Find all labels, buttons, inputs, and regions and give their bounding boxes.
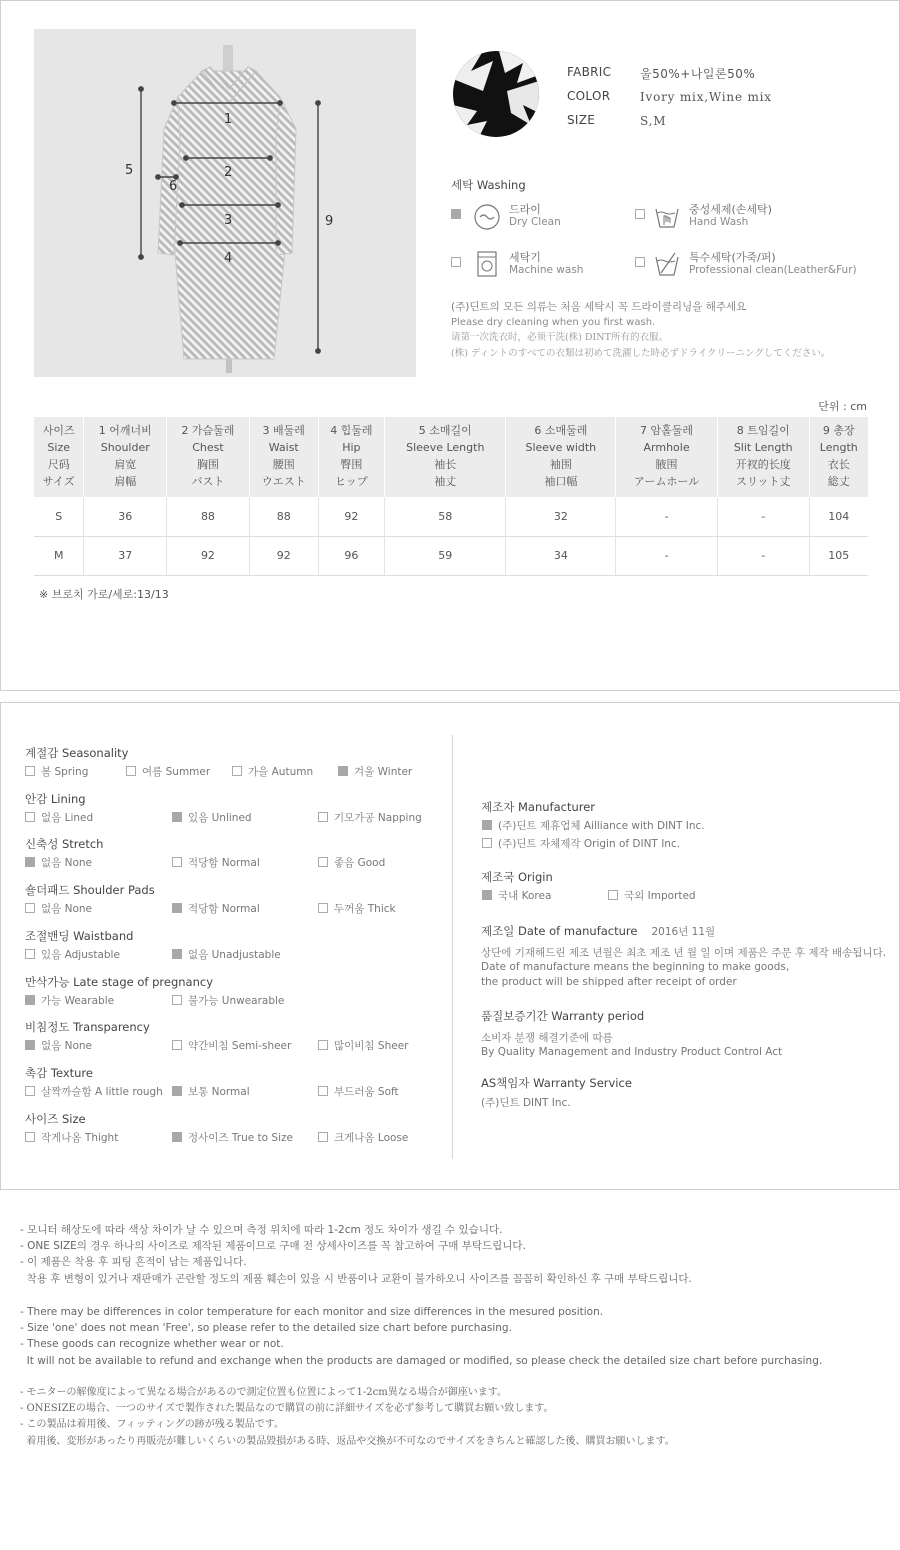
- unchecked-checkbox: [25, 766, 35, 776]
- unchecked-checkbox: [25, 1086, 35, 1096]
- warranty-title: 품질보증기간 Warranty period: [481, 1009, 645, 1023]
- header-line: 1 어깨너비: [98, 424, 152, 437]
- wash-dry-checkbox: [451, 209, 461, 219]
- wash-hand-ko: 중성세제(손세탁): [689, 203, 772, 216]
- wash-option-dry: [451, 201, 621, 233]
- size-table-header: [318, 417, 384, 497]
- size-table-header: [385, 417, 506, 497]
- spec-option: [126, 764, 210, 779]
- table-cell: 59: [385, 536, 506, 575]
- info-option-label: 국내 Korea: [498, 890, 552, 902]
- table-cell: -: [717, 536, 809, 575]
- manufacture-date-value: 2016년 11월: [651, 926, 716, 938]
- spec-option: [25, 901, 92, 916]
- table-cell: M: [34, 536, 84, 575]
- notes-ja: - モニターの解像度によって異なる場合があるので測定位置も位置によって1-2cm異なる場合が御座います。 - ONESIZEの場合、一つのサイズで製作された製品なので購買の前に詳細サイズを必ず参考して購買お願い致します。 - この製品は着用後、フィッティングの跡が残る製品です。 着用後、変形があったり再販売が難しいくらいの製品毀損がある時、返品や交換が不可なのでサイズをきちんと確認した後、購買お願いします。: [20, 1387, 675, 1447]
- header-line: 総丈: [827, 475, 850, 488]
- wash-option-hand: [635, 201, 875, 233]
- manufacturer-title: 제조자 Manufacturer: [481, 800, 596, 814]
- spec-group-title: 조절밴딩 Waistband: [25, 928, 134, 943]
- unchecked-checkbox: [172, 857, 182, 867]
- spec-option-label: 없음 None: [41, 903, 93, 916]
- checked-checkbox: [172, 812, 182, 822]
- size-info-panel: [0, 0, 900, 691]
- brooch-note: ※ 브로치 가로/세로:13/13: [39, 588, 169, 601]
- header-line: Chest: [192, 441, 224, 454]
- info-option: [608, 888, 696, 903]
- header-line: 袖口幅: [544, 475, 578, 488]
- spec-option-label: 겨울 Winter: [354, 766, 413, 778]
- spec-option: [25, 855, 92, 870]
- table-cell: 92: [167, 536, 250, 575]
- table-cell: 92: [318, 497, 384, 536]
- notice-zh: 请第一次洗衣时，必须干洗(株) DINT所有的衣服。: [451, 332, 668, 343]
- header-line: Slit Length: [733, 441, 793, 454]
- checked-checkbox: [25, 1040, 35, 1050]
- header-line: サイズ: [42, 475, 75, 488]
- spec-option: [172, 1084, 250, 1099]
- table-cell: -: [616, 536, 718, 575]
- wash-hand-en: Hand Wash: [689, 216, 749, 228]
- header-line: 8 트임길이: [736, 424, 790, 437]
- spec-option-label: 없음 None: [41, 857, 93, 870]
- garment-illustration: [34, 29, 416, 377]
- spec-option-label: 여름 Summer: [142, 766, 211, 778]
- color-label: COLOR: [567, 89, 611, 103]
- spec-group-title: 안감 Lining: [25, 791, 86, 806]
- fabric-label: FABRIC: [567, 65, 612, 79]
- unchecked-checkbox: [172, 995, 182, 1005]
- header-line: バスト: [191, 475, 225, 488]
- spec-option-label: 없음 None: [41, 1040, 93, 1053]
- size-table-header: [34, 417, 84, 497]
- checked-checkbox: [482, 820, 492, 830]
- spec-group-title: 촉감 Texture: [25, 1065, 93, 1080]
- spec-option-label: 있음 Adjustable: [41, 948, 120, 961]
- table-cell: -: [616, 497, 718, 536]
- marker-9: 9: [325, 214, 334, 229]
- wash-professional-checkbox: [635, 257, 645, 267]
- header-line: 腰围: [272, 458, 295, 471]
- size-table-header: [84, 417, 167, 497]
- header-line: 4 힙둘레: [330, 424, 373, 437]
- wash-hand-checkbox: [635, 209, 645, 219]
- marker-3: 3: [224, 213, 233, 228]
- notes-ko: - 모니터 해상도에 따라 색상 차이가 날 수 있으며 측정 위치에 따라 1-2cm 정도 차이가 생길 수 있습니다. - ONE SIZE의 경우 하나의 사이즈로 제작된 제품이므로 구매 전 상세사이즈를 꼭 참고하여 구매 부탁드립니다. - 이 제품은 착용 후 피팅 흔적이 남는 제품입니다. 착용 후 변형이 있거나 재판매가 곤란할 정도의 제품 훼손이 있을 시 반품이나 교환이 불가하오니 사이즈를 꼼꼼히 확인하신 후 구매 부탁드립니다.: [20, 1224, 692, 1285]
- spec-option: [172, 1130, 293, 1145]
- spec-option: [318, 855, 385, 870]
- spec-option: [338, 764, 412, 779]
- notice-en: Please dry cleaning when you first wash.: [451, 317, 656, 328]
- unchecked-checkbox: [318, 857, 328, 867]
- table-cell: 34: [506, 536, 616, 575]
- table-cell: 96: [318, 536, 384, 575]
- marker-5: 5: [125, 163, 134, 178]
- header-line: ヒップ: [335, 475, 368, 488]
- table-cell: 36: [84, 497, 167, 536]
- unchecked-checkbox: [25, 1132, 35, 1142]
- spec-option-label: 부드러움 Soft: [334, 1085, 399, 1098]
- checked-checkbox: [25, 857, 35, 867]
- info-option: [482, 836, 680, 851]
- wash-professional-ko: 특수세탁(가죽/퍼): [689, 251, 776, 264]
- header-line: 6 소매둘레: [534, 424, 588, 437]
- spec-option-label: 보통 Normal: [188, 1085, 250, 1098]
- wash-machine-checkbox: [451, 257, 461, 267]
- header-line: 袖长: [434, 458, 457, 471]
- spec-option: [172, 901, 260, 916]
- unchecked-checkbox: [126, 766, 136, 776]
- unchecked-checkbox: [25, 903, 35, 913]
- wash-professional-en: Professional clean(Leather&Fur): [689, 264, 857, 276]
- table-cell: 105: [809, 536, 868, 575]
- unchecked-checkbox: [318, 812, 328, 822]
- spec-option: [25, 810, 93, 825]
- spec-option: [318, 1130, 408, 1145]
- header-line: 袖围: [549, 458, 572, 471]
- service-value: (주)딘트 DINT Inc.: [481, 1097, 571, 1109]
- wash-machine-ko: 세탁기: [509, 251, 541, 264]
- spec-group-title: 숄더패드 Shoulder Pads: [25, 883, 155, 898]
- table-cell: 37: [84, 536, 167, 575]
- checked-checkbox: [172, 903, 182, 913]
- size-table-header: [717, 417, 809, 497]
- manufacture-date-line: 상단에 기재해드린 제조 년월은 최초 제조 년 월 일 이며 제품은 주문 후 제작 배송됩니다.: [481, 947, 887, 959]
- header-line: Hip: [342, 441, 361, 454]
- spec-option-label: 가능 Wearable: [41, 994, 115, 1007]
- notice-ko: (주)딘트의 모든 의류는 처음 세탁시 꼭 드라이클리닝을 해주세요: [451, 301, 747, 313]
- spec-option-label: 크게나옴 Loose: [334, 1131, 409, 1144]
- header-line: アームホール: [633, 475, 700, 488]
- wash-option-professional: [635, 249, 885, 281]
- checked-checkbox: [482, 890, 492, 900]
- header-line: Length: [819, 441, 858, 454]
- table-cell: 92: [249, 536, 318, 575]
- header-line: 尺码: [47, 458, 70, 471]
- table-cell: -: [717, 497, 809, 536]
- spec-option-label: 적당함 Normal: [188, 903, 260, 916]
- machine-wash-icon: [475, 250, 499, 278]
- header-line: Size: [47, 441, 71, 454]
- table-row: [34, 497, 868, 536]
- header-line: 开衩的长度: [735, 458, 791, 471]
- spec-option-label: 좋음 Good: [334, 857, 386, 870]
- marker-2: 2: [224, 165, 233, 180]
- size-table: [34, 417, 868, 576]
- checked-checkbox: [172, 1086, 182, 1096]
- size-label: SIZE: [567, 113, 596, 127]
- header-line: 袖丈: [434, 475, 457, 488]
- checked-checkbox: [338, 766, 348, 776]
- header-line: Sleeve Length: [406, 441, 485, 454]
- unchecked-checkbox: [318, 1132, 328, 1142]
- spec-option: [25, 1084, 163, 1099]
- table-cell: 88: [167, 497, 250, 536]
- unchecked-checkbox: [608, 890, 618, 900]
- spec-option: [25, 764, 88, 779]
- spec-option-label: 가을 Autumn: [248, 766, 314, 778]
- checked-checkbox: [172, 949, 182, 959]
- spec-option: [172, 947, 281, 962]
- info-option-label: 국외 Imported: [624, 890, 696, 902]
- spec-option: [172, 810, 252, 825]
- marker-1: 1: [224, 112, 233, 127]
- wash-option-machine: [451, 249, 621, 281]
- marker-6: 6: [169, 179, 178, 194]
- info-option: [482, 818, 705, 833]
- header-line: スリット丈: [735, 475, 791, 488]
- header-line: ウエスト: [261, 475, 306, 488]
- washing-title: 세탁 Washing: [451, 178, 526, 192]
- spec-group-title: 계절감 Seasonality: [25, 746, 129, 760]
- spec-group-title: 사이즈 Size: [25, 1111, 86, 1126]
- unchecked-checkbox: [25, 949, 35, 959]
- wash-machine-en: Machine wash: [509, 264, 584, 276]
- header-line: Armhole: [643, 441, 690, 454]
- fabric-value: 울50%+나일론50%: [640, 67, 756, 81]
- checked-checkbox: [25, 995, 35, 1005]
- table-cell: 58: [385, 497, 506, 536]
- spec-option: [318, 901, 396, 916]
- dry-clean-icon: [473, 203, 501, 231]
- spec-option-label: 불가능 Unwearable: [188, 994, 285, 1007]
- spec-option: [232, 764, 313, 779]
- header-line: 肩宽: [114, 458, 137, 471]
- spec-option-label: 두꺼움 Thick: [334, 903, 396, 916]
- header-line: Waist: [268, 441, 299, 454]
- header-line: 3 배둘레: [262, 424, 305, 437]
- header-line: 사이즈: [42, 424, 75, 437]
- wash-dry-en: Dry Clean: [509, 216, 561, 228]
- spec-option-label: 약간비침 Semi-sheer: [188, 1040, 292, 1053]
- header-line: 2 가슴둘레: [181, 424, 235, 437]
- origin-title: 제조국 Origin: [481, 870, 553, 884]
- washing-notice: [451, 299, 891, 361]
- spec-option: [172, 1038, 291, 1053]
- service-title: AS책임자 Warranty Service: [481, 1076, 632, 1090]
- info-option: [482, 888, 551, 903]
- spec-option: [172, 993, 284, 1008]
- header-line: 臀围: [340, 458, 363, 471]
- spec-group-title: 만삭가능 Late stage of pregnancy: [25, 974, 214, 989]
- spec-option-label: 봄 Spring: [41, 766, 89, 778]
- spec-group-title: 비침정도 Transparency: [25, 1020, 150, 1035]
- table-row: [34, 536, 868, 575]
- table-cell: 32: [506, 497, 616, 536]
- spec-option-label: 있음 Unlined: [188, 811, 252, 824]
- spec-divider: [452, 735, 453, 1159]
- info-option-label: (주)딘트 제휴업체 Ailliance with DINT Inc.: [498, 820, 705, 832]
- color-value: Ivory mix,Wine mix: [640, 90, 772, 104]
- professional-clean-icon: [653, 251, 681, 279]
- spec-option: [25, 1130, 118, 1145]
- unchecked-checkbox: [318, 1086, 328, 1096]
- unchecked-checkbox: [318, 903, 328, 913]
- spec-option: [25, 993, 114, 1008]
- header-line: Shoulder: [100, 441, 150, 454]
- spec-option-label: 작게나옴 Thight: [41, 1131, 119, 1144]
- warranty-line: 소비자 분쟁 해결기준에 따름: [481, 1032, 613, 1044]
- spec-option-label: 많이비침 Sheer: [334, 1040, 409, 1053]
- spec-option-label: 정사이즈 True to Size: [188, 1131, 293, 1144]
- manufacture-date-line: the product will be shipped after receipt of order: [481, 976, 737, 988]
- header-line: 5 소매길이: [418, 424, 472, 437]
- header-line: 胸围: [196, 458, 219, 471]
- unchecked-checkbox: [482, 838, 492, 848]
- notes-en: - There may be differences in color temperature for each monitor and size differences in the mesured position. - Size 'one' does not mean 'Free', so please refer to the detailed size chart before purchasing. - These goods can recognize whether wear or not. It will not be available to refund and exchange when the products are damaged or modified, so please check the detailed size chart before purchasing.: [20, 1306, 823, 1367]
- size-table-header: [506, 417, 616, 497]
- header-line: 腋围: [655, 458, 678, 471]
- spec-option-label: 적당함 Normal: [188, 857, 260, 870]
- fabric-swatch: [453, 51, 539, 137]
- manufacture-date-line: Date of manufacture means the beginning to make goods,: [481, 960, 790, 973]
- spec-option-label: 살짝까슬함 A little rough: [41, 1085, 163, 1098]
- table-cell: 88: [249, 497, 318, 536]
- table-cell: 104: [809, 497, 868, 536]
- spec-option-label: 없음 Lined: [41, 811, 94, 824]
- spec-option: [318, 1038, 408, 1053]
- unit-label: 단위 : cm: [818, 400, 867, 413]
- spec-group-title: 신축성 Stretch: [25, 837, 104, 852]
- hand-wash-icon: [653, 203, 681, 231]
- unchecked-checkbox: [318, 1040, 328, 1050]
- size-table-header: [809, 417, 868, 497]
- coat-drawing: [34, 29, 416, 377]
- product-spec-panel: [0, 702, 900, 1190]
- spec-option: [25, 947, 120, 962]
- warranty-line: By Quality Management and Industry Product Control Act: [481, 1045, 783, 1058]
- header-line: 9 총장: [822, 424, 855, 437]
- spec-option: [318, 1084, 399, 1099]
- spec-option: [25, 1038, 92, 1053]
- table-cell: S: [34, 497, 84, 536]
- spec-option-label: 없음 Unadjustable: [188, 948, 281, 961]
- notice-ja: (株) ディントのすべての衣類は初めて洗濯した時必ずドライクリーニングしてください。: [451, 348, 831, 359]
- header-line: Sleeve width: [525, 441, 597, 454]
- unchecked-checkbox: [172, 1040, 182, 1050]
- spec-option: [172, 855, 260, 870]
- size-table-header: [616, 417, 718, 497]
- spec-option-label: 기모가공 Napping: [334, 811, 422, 824]
- info-option-label: (주)딘트 자체제작 Origin of DINT Inc.: [498, 838, 681, 850]
- header-line: 7 암홀둘레: [640, 424, 694, 437]
- unchecked-checkbox: [25, 812, 35, 822]
- size-table-header: [167, 417, 250, 497]
- spec-option: [318, 810, 422, 825]
- size-table-header: [249, 417, 318, 497]
- manufacture-date-title: 제조일 Date of manufacture 2016년 11월: [481, 924, 716, 938]
- wash-dry-ko: 드라이: [509, 203, 541, 216]
- header-line: 衣长: [827, 458, 850, 471]
- unchecked-checkbox: [232, 766, 242, 776]
- size-value: S,M: [640, 114, 667, 128]
- checked-checkbox: [172, 1132, 182, 1142]
- header-line: 肩幅: [114, 475, 137, 488]
- marker-4: 4: [224, 251, 233, 266]
